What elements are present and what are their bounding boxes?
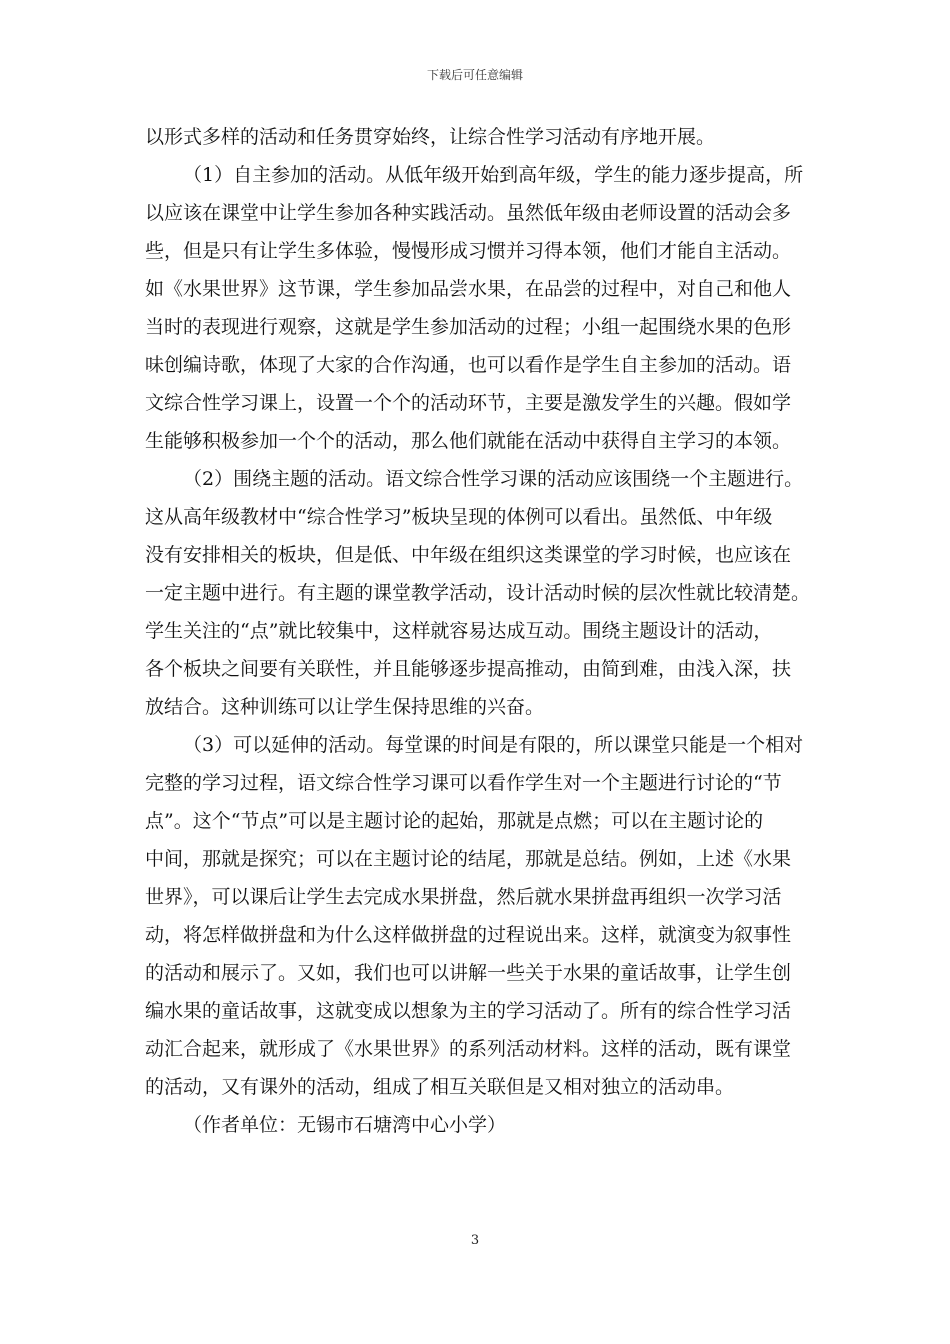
text-line: 世界》，可以课后让学生去完成水果拼盘，然后就水果拼盘再组织一次学习活 (145, 886, 782, 908)
text-line: 以形式多样的活动和任务贯穿始终，让综合性学习活动有序地开展。 (145, 126, 716, 148)
text-line: 的活动，又有课外的活动，组成了相互关联但是又相对独立的活动串。 (145, 1076, 735, 1098)
text-line: 点”。这个“节点”可以是主题讨论的起始，那就是点燃；可以在主题讨论的 (145, 810, 764, 832)
page-header: 下载后可任意编辑 (426, 68, 523, 82)
text-line: 的活动和展示了。又如，我们也可以讲解一些关于水果的童话故事，让学生创 (145, 962, 792, 984)
text-line: 没有安排相关的板块，但是低、中年级在组织这类课堂的学习时候，也应该在 (145, 544, 792, 566)
text-line: 放结合。这种训练可以让学生保持思维的兴奋。 (145, 696, 545, 718)
document-body (145, 118, 815, 1144)
text-line: 动，将怎样做拼盘和为什么这样做拼盘的过程说出来。这样，就演变为叙事性 (145, 924, 792, 946)
paragraph-2-start: （2）围绕主题的活动。语文综合性学习课的活动应该围绕一个主题进行。 (183, 468, 804, 490)
paragraph-3-start: （3）可以延伸的活动。每堂课的时间是有限的，所以课堂只能是一个相对 (183, 734, 804, 756)
author-affiliation: （作者单位：无锡市石塘湾中心小学） (183, 1114, 507, 1136)
text-line: 文综合性学习课上，设置一个个的活动环节，主要是激发学生的兴趣。假如学 (145, 392, 792, 414)
text-line: 中间，那就是探究；可以在主题讨论的结尾，那就是总结。例如，上述《水果 (145, 848, 792, 870)
text-line: 编水果的童话故事，这就变成以想象为主的学习活动了。所有的综合性学习活 (145, 1000, 792, 1022)
paragraph-1-start: （1）自主参加的活动。从低年级开始到高年级，学生的能力逐步提高，所 (183, 164, 804, 186)
text-line: 以应该在课堂中让学生参加各种实践活动。虽然低年级由老师设置的活动会多 (145, 202, 792, 224)
text-line: 各个板块之间要有关联性，并且能够逐步提高推动，由简到难，由浅入深，扶 (145, 658, 792, 680)
text-line: 生能够积极参加一个个的活动，那么他们就能在活动中获得自主学习的本领。 (145, 430, 792, 452)
text-line: 如《水果世界》这节课，学生参加品尝水果，在品尝的过程中，对自己和他人 (145, 278, 792, 300)
text-line: 动汇合起来，就形成了《水果世界》的系列活动材料。这样的活动，既有课堂 (145, 1038, 792, 1060)
text-line: 学生关注的“点”就比较集中，这样就容易达成互动。围绕主题设计的活动， (145, 620, 773, 642)
text-line: 一定主题中进行。有主题的课堂教学活动，设计活动时候的层次性就比较清楚。 (145, 582, 811, 604)
text-line: 这从高年级教材中“综合性学习”板块呈现的体例可以看出。虽然低、中年级 (145, 506, 773, 528)
text-line: 当时的表现进行观察，这就是学生参加活动的过程；小组一起围绕水果的色形 (145, 316, 792, 338)
text-line: 味创编诗歌，体现了大家的合作沟通，也可以看作是学生自主参加的活动。语 (145, 354, 792, 376)
text-line: 完整的学习过程，语文综合性学习课可以看作学生对一个主题进行讨论的“节 (145, 772, 782, 794)
text-line: 些，但是只有让学生多体验，慢慢形成习惯并习得本领，他们才能自主活动。 (145, 240, 792, 262)
page-number: 3 (470, 1233, 480, 1248)
